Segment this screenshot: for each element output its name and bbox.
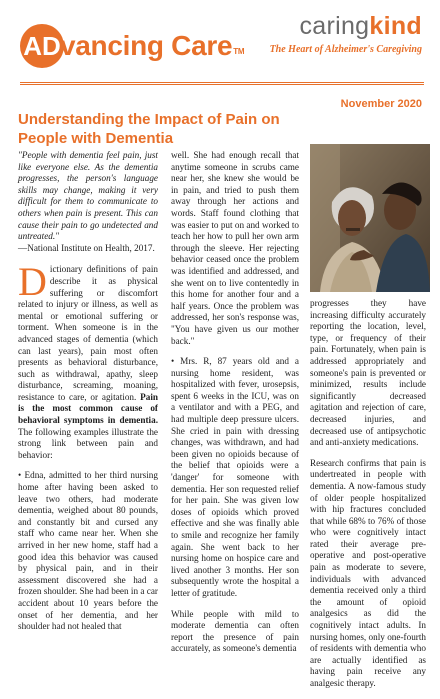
mild-dementia-paragraph: While people with mild to moderate dementia can often report the presence of pain accurately, as someone's dementia xyxy=(171,608,299,654)
intro-paragraph xyxy=(18,259,158,461)
article-column-2 xyxy=(171,150,299,664)
quote-source: —National Institute on Health, 2017. xyxy=(18,242,155,253)
article-title: Understanding the Impact of Pain on People with Dementia xyxy=(18,111,280,147)
example-edna-continued: well. She had enough recall that anytime someone in scrubs came near her, she knew she would be in pain, and tried to push them away through her actions and words. Staff found clothing that was easier to put on and worked to teach her how to pull her own arm through the sleeve. Her rejecting behavior ceased once the problem was identified and addressed, and she went on to live contentedly in this home for another four and a half years. Once the problem was addressed, her son's response was, "You have given us our mother back." xyxy=(171,150,299,346)
brand-caring: caring xyxy=(299,12,370,40)
caringkind-tagline: The Heart of Alzheimer's Caregiving xyxy=(269,44,422,55)
quote-text: "People with dementia feel pain, just like everyone else. As the dementia progresses, the person's language skills may change, making it very difficult for them to communicate to others when pain is present. This can cause their pain to go undetected and untreated." xyxy=(18,150,158,242)
progression-paragraph: progresses they have increasing difficulty accurately reporting the location, level, type, or frequency of their pain. Fortunately, when pain is addressed appropriately and someone's pain is prevented or minimized, results include significantly decreased agitation and rejection of care, decreased injuries, and decreased use of antipsychotic and anti-anxiety medications. xyxy=(310,298,426,448)
issue-date: November 2020 xyxy=(340,98,422,110)
header-divider-top xyxy=(20,82,424,83)
epigraph-quote xyxy=(18,150,158,254)
photo-caregiver-with-elder xyxy=(310,144,430,292)
example-mrs-r: • Mrs. R, 87 years old and a nursing home resident, was hospitalized with fever, urosepsis, spent 6 weeks in the ICU, was on a ventilator and with a PEG, and had multiple deep pressure ulcers. She cried in pain with dressing changes, was withdrawn, and had been given no opioids because of the belief that opioids were a 'danger' for someone with dementia. Her son requested relief for her pain. She was given low doses of opioids which proved effective and she was finally able to smile and recognize her family again. She went back to her nursing home on hospice care and lived another 3 months. Her son subsequently wrote the hospital a letter of gratitude. xyxy=(171,356,299,598)
intro-bold-statement: Pain is the most common cause of behavioral symptoms in dementia. xyxy=(18,391,158,426)
header-divider-bottom xyxy=(20,84,424,85)
article-column-1 xyxy=(18,150,158,642)
drop-cap: D xyxy=(18,259,47,305)
intro-text-end: The following examples illustrate the strong link between pain and behavior: xyxy=(18,426,158,460)
caringkind-logo xyxy=(300,12,423,41)
intro-text: ictionary definitions of pain describe it as physical suffering or discomfort related to injury or illness, as well as mental or emotional suffering or torment. When someone is in the advanced stages of dementia (which can last years), pain most often presents as behavioral disturbance, such as withdrawal, apathy, sleep disturbance, screaming, moaning, resistance to care, or agitation. xyxy=(18,264,158,402)
photo-illustration xyxy=(310,144,430,292)
logo-text: vancing Care xyxy=(60,30,233,61)
article-column-3 xyxy=(310,298,426,699)
trademark-mark: TM xyxy=(233,47,245,56)
brand-kind: kind xyxy=(369,12,422,40)
advancing-care-logo-text xyxy=(60,24,244,68)
research-paragraph: Research confirms that pain is undertreated in people with dementia. A now-famous study of older people hospitalized with hip fractures concluded that while 68% to 76% of those who were cognitively intact rated their average pre-operative and post-operative pain as moderate to severe, individuals with advanced dementia received only a third the amount of opioid analgesics as did the cognitively intact adults. In nursing homes, only one-fourth of residents with dementia who are actually identified as having pain receive any analgesic therapy. xyxy=(310,457,426,688)
advancing-care-logo-badge: AD xyxy=(20,24,64,68)
newsletter-header xyxy=(0,0,440,76)
example-edna: • Edna, admitted to her third nursing home after having been asked to leave two others, had moderate dementia, weighed about 80 pounds, and constantly bit and cursed any staff who came near her. When she arrived in her new home, staff had a good idea this behavior was caused by physical pain, and in their assessment discovered she had a frozen shoulder. She had been in a car accident about 10 years before the onset of her dementia, and her shoulder had not healed that xyxy=(18,470,158,632)
